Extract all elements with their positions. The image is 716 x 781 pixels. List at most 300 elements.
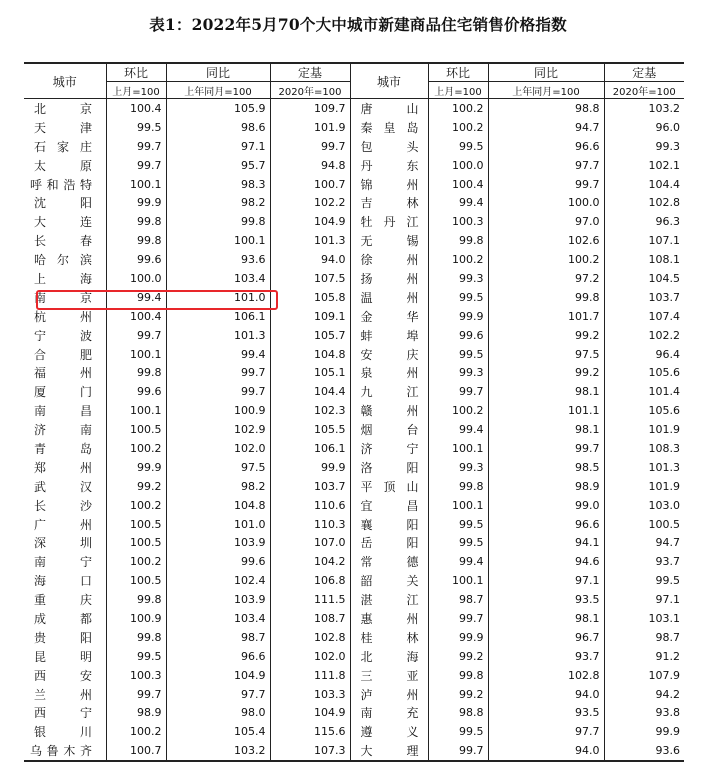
yoy-cell: 99.7	[166, 363, 270, 382]
yoy-cell: 100.9	[166, 401, 270, 420]
city-cell	[24, 552, 106, 571]
city-cell	[350, 458, 428, 477]
city-name: 西 安	[34, 668, 92, 683]
mom-cell: 100.9	[106, 609, 166, 628]
city-name: 西 宁	[34, 706, 92, 721]
yoy-cell: 97.1	[166, 137, 270, 156]
city-cell	[350, 269, 428, 288]
city-name: 乌 鲁 木 齐	[30, 744, 92, 759]
yoy-cell: 98.0	[166, 704, 270, 723]
mom-cell: 99.4	[428, 552, 488, 571]
mom-cell: 99.7	[428, 609, 488, 628]
base-cell: 102.0	[270, 647, 350, 666]
yoy-cell: 97.7	[488, 156, 604, 175]
mom-cell: 99.3	[428, 458, 488, 477]
city-cell	[350, 477, 428, 496]
base-cell: 106.8	[270, 571, 350, 590]
city-name: 包 头	[360, 139, 419, 154]
base-cell: 104.4	[648, 177, 680, 191]
base-cell: 109.7	[270, 99, 350, 118]
city-cell	[350, 515, 428, 534]
city-name: 南 宁	[34, 555, 92, 570]
city-name: 沈 阳	[34, 196, 92, 211]
city-cell	[350, 231, 428, 250]
city-name: 牡 丹 江	[360, 215, 419, 230]
mom-cell: 99.8	[106, 363, 166, 382]
yoy-cell: 97.5	[166, 458, 270, 477]
city-name: 常 德	[360, 555, 419, 570]
yoy-cell: 97.0	[488, 212, 604, 231]
city-cell	[350, 571, 428, 590]
base-cell: 102.2	[270, 193, 350, 212]
city-cell	[24, 193, 106, 212]
city-cell	[350, 193, 428, 212]
header-city: 城市	[24, 63, 106, 99]
mom-cell: 100.1	[106, 401, 166, 420]
yoy-cell: 94.6	[488, 552, 604, 571]
header-base: 定基	[632, 66, 657, 80]
table-row	[24, 590, 684, 609]
base-cell: 101.3	[648, 460, 680, 474]
mom-cell: 99.9	[428, 628, 488, 647]
city-cell	[350, 628, 428, 647]
yoy-cell: 102.4	[166, 571, 270, 590]
mom-cell: 100.0	[428, 156, 488, 175]
mom-cell: 100.2	[106, 722, 166, 741]
mom-cell: 99.5	[428, 345, 488, 364]
base-cell: 94.0	[270, 250, 350, 269]
city-name: 烟 台	[360, 423, 419, 438]
city-name: 重 庆	[34, 593, 92, 608]
city-cell	[24, 458, 106, 477]
city-cell	[24, 704, 106, 723]
city-name: 秦 皇 岛	[360, 120, 419, 135]
table-row	[24, 439, 684, 458]
city-name: 哈 尔 滨	[34, 253, 92, 268]
city-name: 厦 门	[34, 385, 92, 400]
city-cell	[350, 156, 428, 175]
city-name: 丹 东	[360, 158, 419, 173]
base-cell: 103.2	[648, 101, 680, 115]
header-yoy-sub: 上年同月=100	[166, 82, 270, 99]
mom-cell: 100.1	[428, 439, 488, 458]
city-cell	[24, 439, 106, 458]
city-name: 天 津	[34, 120, 92, 135]
base-cell: 93.8	[655, 706, 680, 720]
mom-cell: 98.9	[106, 704, 166, 723]
city-cell	[350, 118, 428, 137]
mom-cell: 99.4	[428, 420, 488, 439]
yoy-cell: 103.4	[166, 269, 270, 288]
base-cell: 99.5	[655, 574, 680, 588]
header-mom: 环比	[428, 63, 488, 82]
yoy-cell: 101.3	[166, 326, 270, 345]
city-name: 岳 阳	[360, 536, 419, 551]
table-row	[24, 175, 684, 194]
yoy-cell: 98.2	[166, 193, 270, 212]
header-city: 城市	[350, 63, 428, 99]
city-cell	[350, 212, 428, 231]
mom-cell: 99.8	[428, 477, 488, 496]
base-cell: 108.7	[270, 609, 350, 628]
yoy-cell: 99.2	[488, 326, 604, 345]
city-name: 北 京	[34, 101, 92, 116]
base-cell: 103.1	[648, 611, 680, 625]
city-name: 南 充	[360, 706, 419, 721]
yoy-cell: 104.9	[166, 666, 270, 685]
city-cell	[24, 609, 106, 628]
table-row	[24, 363, 684, 382]
city-cell	[350, 722, 428, 741]
base-cell: 102.8	[648, 196, 680, 210]
mom-cell: 100.7	[106, 741, 166, 761]
city-name: 青 岛	[34, 441, 92, 456]
base-cell: 96.4	[655, 347, 680, 361]
city-name: 合 肥	[34, 347, 92, 362]
mom-cell: 99.8	[428, 231, 488, 250]
header-yoy: 同比	[488, 63, 604, 82]
base-cell: 104.2	[270, 552, 350, 571]
city-cell	[24, 628, 106, 647]
city-cell	[24, 382, 106, 401]
city-cell	[24, 326, 106, 345]
city-cell	[350, 741, 428, 761]
city-cell	[350, 345, 428, 364]
city-cell	[24, 420, 106, 439]
city-cell	[350, 137, 428, 156]
city-cell	[24, 590, 106, 609]
mom-cell: 99.2	[428, 647, 488, 666]
city-cell	[24, 666, 106, 685]
base-cell: 102.1	[648, 158, 680, 172]
mom-cell: 99.4	[428, 193, 488, 212]
base-cell: 94.2	[655, 687, 680, 701]
mom-cell: 99.8	[106, 212, 166, 231]
city-name: 温 州	[360, 290, 419, 305]
yoy-cell: 98.8	[488, 99, 604, 118]
yoy-cell: 99.7	[488, 439, 604, 458]
city-name: 南 京	[34, 290, 92, 305]
city-name: 吉 林	[360, 196, 419, 211]
mom-cell: 98.8	[428, 704, 488, 723]
yoy-cell: 99.8	[488, 288, 604, 307]
mom-cell: 100.0	[106, 269, 166, 288]
table-row	[24, 269, 684, 288]
city-cell	[350, 363, 428, 382]
city-name: 洛 阳	[360, 460, 419, 475]
header-base-sub: 2020年=100	[270, 82, 350, 99]
yoy-cell: 96.7	[488, 628, 604, 647]
base-cell: 102.2	[648, 328, 680, 342]
base-cell: 99.9	[270, 458, 350, 477]
city-name: 惠 州	[360, 611, 419, 626]
mom-cell: 100.1	[106, 345, 166, 364]
base-cell: 105.5	[270, 420, 350, 439]
yoy-cell: 98.3	[166, 175, 270, 194]
city-cell	[24, 137, 106, 156]
mom-cell: 100.1	[428, 496, 488, 515]
base-cell: 110.6	[270, 496, 350, 515]
yoy-cell: 102.9	[166, 420, 270, 439]
table-row	[24, 609, 684, 628]
city-name: 太 原	[34, 158, 92, 173]
base-cell: 101.9	[270, 118, 350, 137]
city-cell	[24, 533, 106, 552]
mom-cell: 99.4	[106, 288, 166, 307]
header-yoy: 同比	[166, 63, 270, 82]
header-mom-sub: 上月=100	[428, 82, 488, 99]
city-cell	[350, 533, 428, 552]
city-cell	[24, 685, 106, 704]
mom-cell: 100.4	[428, 175, 488, 194]
header-mom-sub: 上月=100	[106, 82, 166, 99]
city-cell	[350, 288, 428, 307]
yoy-cell: 99.7	[166, 382, 270, 401]
table-row	[24, 666, 684, 685]
city-cell	[24, 99, 106, 118]
mom-cell: 99.6	[106, 250, 166, 269]
city-name: 徐 州	[360, 253, 419, 268]
city-name: 平 顶 山	[360, 479, 419, 494]
base-cell: 109.1	[270, 307, 350, 326]
base-cell: 101.4	[648, 385, 680, 399]
city-name: 呼 和 浩 特	[30, 177, 92, 192]
city-name: 长 沙	[34, 498, 92, 513]
city-name: 杭 州	[34, 309, 92, 324]
yoy-cell: 94.1	[488, 533, 604, 552]
yoy-cell: 101.7	[488, 307, 604, 326]
city-cell	[24, 741, 106, 761]
base-cell: 108.3	[648, 441, 680, 455]
city-cell	[350, 439, 428, 458]
base-cell: 104.8	[270, 345, 350, 364]
city-cell	[350, 250, 428, 269]
table-row	[24, 326, 684, 345]
city-name: 桂 林	[360, 630, 419, 645]
mom-cell: 100.2	[428, 250, 488, 269]
city-cell	[350, 590, 428, 609]
header-base: 定基	[270, 63, 350, 82]
base-cell: 105.6	[648, 404, 680, 418]
yoy-cell: 97.7	[166, 685, 270, 704]
base-cell: 93.7	[655, 555, 680, 569]
base-cell: 99.3	[655, 139, 680, 153]
yoy-cell: 97.5	[488, 345, 604, 364]
yoy-cell: 93.5	[488, 704, 604, 723]
mom-cell: 100.5	[106, 533, 166, 552]
city-name: 大 理	[360, 744, 419, 759]
highlight-box-nanjing	[36, 290, 278, 310]
table-row	[24, 477, 684, 496]
city-cell	[350, 326, 428, 345]
mom-cell: 100.2	[106, 439, 166, 458]
city-cell	[350, 401, 428, 420]
city-cell	[350, 175, 428, 194]
yoy-cell: 98.9	[488, 477, 604, 496]
city-name: 海 口	[34, 574, 92, 589]
city-name: 成 都	[34, 611, 92, 626]
city-cell	[24, 363, 106, 382]
yoy-cell: 99.7	[488, 175, 604, 194]
yoy-cell: 96.6	[166, 647, 270, 666]
base-cell: 104.5	[648, 271, 680, 285]
yoy-cell: 99.6	[166, 552, 270, 571]
yoy-cell: 93.7	[488, 647, 604, 666]
yoy-cell: 102.0	[166, 439, 270, 458]
city-name: 福 州	[34, 366, 92, 381]
page-title: 表1：2022年5月70个大中城市新建商品住宅销售价格指数	[149, 15, 567, 34]
yoy-cell: 99.8	[166, 212, 270, 231]
header-base-sub: 2020年=100	[604, 82, 684, 99]
yoy-cell: 101.1	[488, 401, 604, 420]
yoy-cell: 95.7	[166, 156, 270, 175]
city-name: 兰 州	[34, 687, 92, 702]
city-name: 蚌 埠	[360, 328, 419, 343]
mom-cell: 99.8	[106, 590, 166, 609]
mom-cell: 99.5	[106, 647, 166, 666]
yoy-cell: 94.7	[488, 118, 604, 137]
base-cell: 94.7	[655, 536, 680, 550]
table-row	[24, 345, 684, 364]
city-cell	[24, 212, 106, 231]
mom-cell: 99.8	[106, 628, 166, 647]
city-cell	[350, 420, 428, 439]
mom-cell: 99.9	[428, 307, 488, 326]
yoy-cell: 94.0	[488, 741, 604, 761]
yoy-cell: 97.7	[488, 722, 604, 741]
base-cell: 102.3	[270, 401, 350, 420]
city-cell	[350, 307, 428, 326]
mom-cell: 100.3	[106, 666, 166, 685]
mom-cell: 100.3	[428, 212, 488, 231]
base-cell: 105.1	[270, 363, 350, 382]
table-row	[24, 722, 684, 741]
mom-cell: 99.7	[106, 156, 166, 175]
base-cell: 107.1	[648, 234, 680, 248]
city-name: 扬 州	[360, 271, 419, 286]
yoy-cell: 93.5	[488, 590, 604, 609]
base-cell: 107.4	[648, 309, 680, 323]
base-cell: 102.8	[270, 628, 350, 647]
yoy-cell: 106.1	[166, 307, 270, 326]
table-row	[24, 533, 684, 552]
base-cell: 91.2	[655, 649, 680, 663]
header-row	[24, 63, 684, 82]
mom-cell: 100.2	[106, 496, 166, 515]
yoy-cell: 103.4	[166, 609, 270, 628]
city-cell	[350, 382, 428, 401]
city-cell	[24, 477, 106, 496]
mom-cell: 99.5	[428, 137, 488, 156]
yoy-cell: 97.2	[488, 269, 604, 288]
city-cell	[350, 609, 428, 628]
yoy-cell: 96.6	[488, 515, 604, 534]
mom-cell: 100.5	[106, 420, 166, 439]
city-name: 襄 阳	[360, 517, 419, 532]
mom-cell: 99.7	[106, 137, 166, 156]
table-row	[24, 628, 684, 647]
yoy-cell: 98.2	[166, 477, 270, 496]
yoy-cell: 93.6	[166, 250, 270, 269]
mom-cell: 100.4	[106, 307, 166, 326]
city-cell	[24, 269, 106, 288]
city-name: 长 春	[34, 234, 92, 249]
yoy-cell: 104.8	[166, 496, 270, 515]
table-row	[24, 647, 684, 666]
price-index-table	[24, 62, 684, 762]
city-cell	[24, 345, 106, 364]
city-name: 南 昌	[34, 404, 92, 419]
city-name: 赣 州	[360, 404, 419, 419]
yoy-cell: 101.0	[166, 515, 270, 534]
city-name: 泸 州	[360, 687, 419, 702]
city-name: 无 锡	[360, 234, 419, 249]
base-cell: 107.9	[648, 668, 680, 682]
yoy-cell: 99.4	[166, 345, 270, 364]
base-cell: 101.3	[270, 231, 350, 250]
yoy-cell: 97.1	[488, 571, 604, 590]
base-cell: 106.1	[270, 439, 350, 458]
base-cell: 104.9	[270, 212, 350, 231]
base-cell: 103.7	[648, 290, 680, 304]
base-cell: 103.0	[648, 498, 680, 512]
city-name: 北 海	[360, 649, 419, 664]
city-cell	[24, 231, 106, 250]
table-row	[24, 552, 684, 571]
base-cell: 100.5	[648, 517, 680, 531]
base-cell: 111.8	[270, 666, 350, 685]
yoy-cell: 98.1	[488, 609, 604, 628]
yoy-cell: 100.0	[488, 193, 604, 212]
base-cell: 94.8	[270, 156, 350, 175]
mom-cell: 99.9	[106, 458, 166, 477]
base-cell: 96.3	[655, 215, 680, 229]
mom-cell: 99.7	[428, 741, 488, 761]
base-cell: 93.6	[655, 744, 680, 758]
mom-cell: 100.1	[428, 571, 488, 590]
mom-cell: 99.2	[428, 685, 488, 704]
city-cell	[350, 552, 428, 571]
table-row	[24, 156, 684, 175]
base-cell: 107.0	[270, 533, 350, 552]
city-cell	[350, 647, 428, 666]
city-name: 锦 州	[360, 177, 419, 192]
city-name: 济 南	[34, 423, 92, 438]
city-cell	[24, 250, 106, 269]
table-row	[24, 401, 684, 420]
mom-cell: 100.2	[106, 552, 166, 571]
yoy-cell: 98.6	[166, 118, 270, 137]
city-cell	[350, 496, 428, 515]
city-name: 三 亚	[360, 668, 419, 683]
table-row	[24, 137, 684, 156]
base-cell: 97.1	[655, 593, 680, 607]
city-cell	[24, 118, 106, 137]
mom-cell: 99.6	[106, 382, 166, 401]
header-yoy-sub: 上年同月=100	[488, 82, 604, 99]
mom-cell: 99.8	[106, 231, 166, 250]
city-cell	[350, 666, 428, 685]
mom-cell: 99.5	[428, 288, 488, 307]
yoy-cell: 100.1	[166, 231, 270, 250]
city-name: 唐 山	[360, 101, 419, 116]
city-name: 昆 明	[34, 649, 92, 664]
yoy-cell: 98.1	[488, 420, 604, 439]
yoy-cell: 103.9	[166, 590, 270, 609]
city-name: 济 宁	[360, 441, 419, 456]
table-row	[24, 741, 684, 761]
base-cell: 103.7	[270, 477, 350, 496]
